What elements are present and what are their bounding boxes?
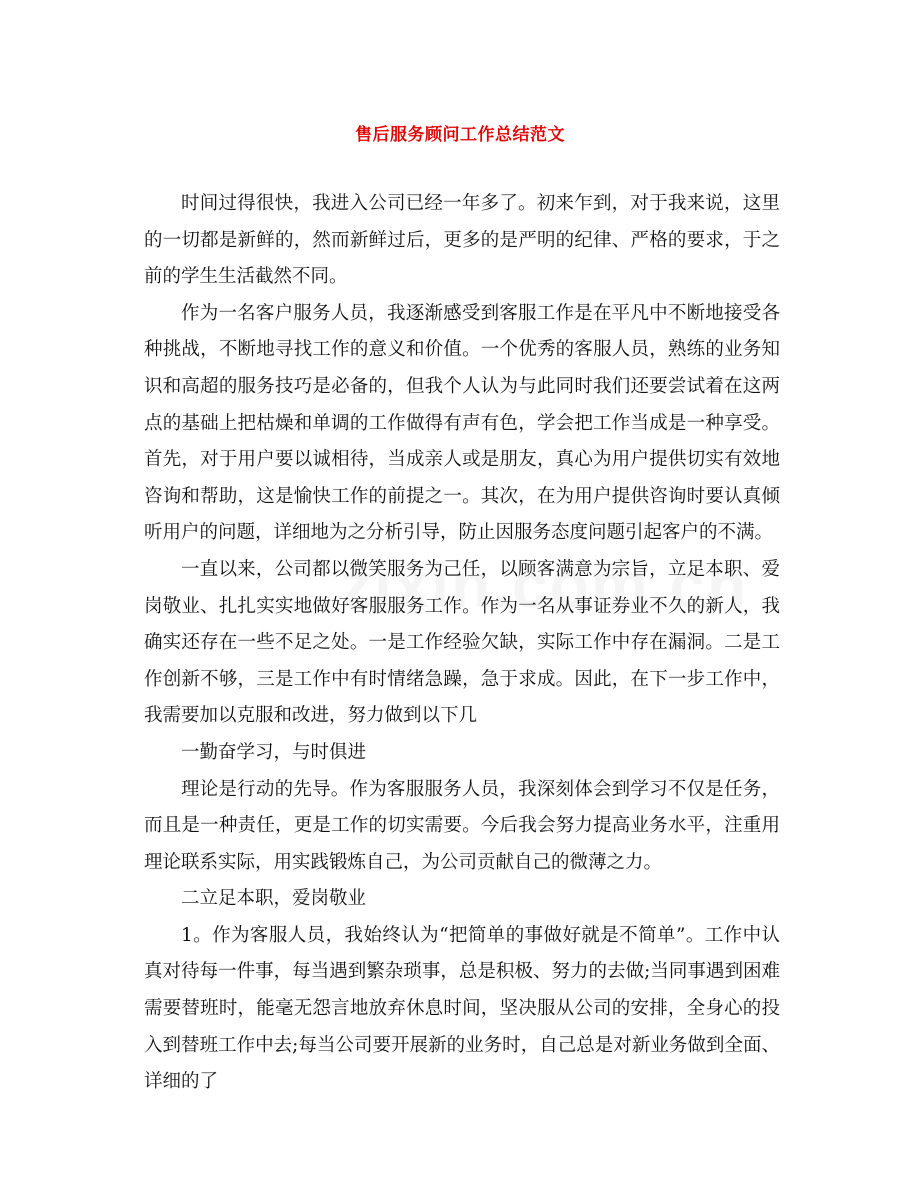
paragraph-3: 一直以来，公司都以微笑服务为己任，以顾客满意为宗旨，立足本职、爱岗敬业、扎扎实实地做好客服服务工作。作为一名从事证券业不久的新人，我确实还存在一些不足之处。一是工作经验欠缺，实际工作中存在漏洞。二是工作创新不够，三是工作中有时情绪急躁，急于求成。因此，在下一步工作中，我需要加以克服和改进，努力做到以下几 bbox=[144, 558, 780, 727]
document-title: 售后服务顾问工作总结范文 bbox=[355, 125, 565, 145]
paragraph-1: 时间过得很快，我进入公司已经一年多了。初来乍到，对于我来说，这里的一切都是新鲜的，然而新鲜过后，更多的是严明的纪律、严格的要求，于之前的学生生活截然不同。 bbox=[144, 193, 780, 288]
paragraph-4: 理论是行动的先导。作为客服服务人员，我深刻体会到学习不仅是任务，而且是一种责任，更是工作的切实需要。今后我会努力提高业务水平，注重用理论联系实际，用实践锻炼自己，为公司贡献自己的微薄之力。 bbox=[144, 778, 780, 873]
section-heading-1: 一勤奋学习，与时俱进 bbox=[181, 741, 367, 763]
document-body bbox=[144, 186, 780, 1101]
paragraph-5: 1。作为客服人员，我始终认为“把简单的事做好就是不简单”。工作中认真对待每一件事，每当遇到繁杂琐事，总是积极、努力的去做;当同事遇到困难需要替班时，能毫无怨言地放弃休息时间，坚决服从公司的安排，全身心的投入到替班工作中去;每当公司要开展新的业务时，自己总是对新业务做到全面、详细的了 bbox=[144, 924, 780, 1093]
paragraph-2: 作为一名客户服务人员，我逐渐感受到客服工作是在平凡中不断地接受各种挑战，不断地寻找工作的意义和价值。一个优秀的客服人员，熟练的业务知识和高超的服务技巧是必备的，但我个人认为与此同时我们还要尝试着在这两点的基础上把枯燥和单调的工作做得有声有色，学会把工作当成是一种享受。首先，对于用户要以诚相待，当成亲人或是朋友，真心为用户提供切实有效地咨询和帮助，这是愉快工作的前提之一。其次，在为用户提供咨询时要认真倾听用户的问题，详细地为之分析引导，防止因服务态度问题引起客户的不满。 bbox=[144, 302, 780, 544]
section-heading-2: 二立足本职，爱岗敬业 bbox=[181, 888, 367, 910]
